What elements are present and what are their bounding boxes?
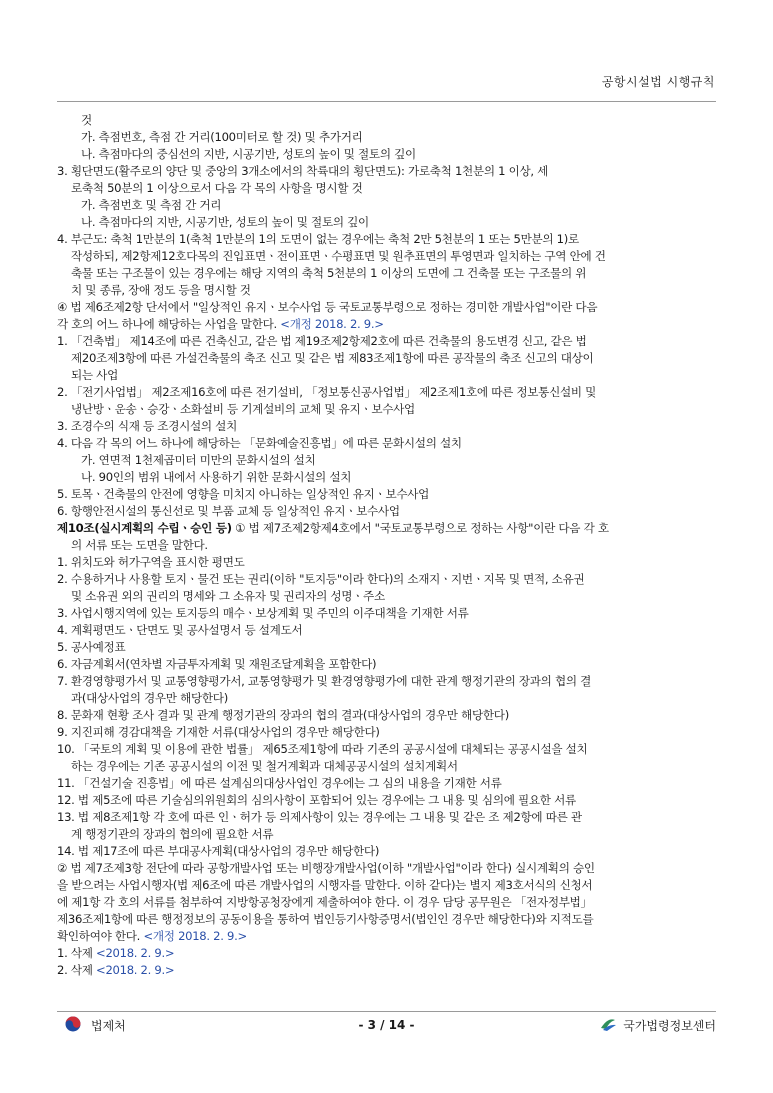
footer-right <box>599 1016 716 1035</box>
text-segment: 가. 측점번호 및 측점 간 거리 <box>81 198 222 212</box>
text-line <box>57 945 718 962</box>
text-line <box>57 350 718 367</box>
text-line <box>57 401 718 418</box>
text-segment: 각 호의 어느 하나에 해당하는 사업을 말한다. <box>57 317 281 331</box>
text-segment: 5. 공사예정표 <box>57 640 126 654</box>
text-segment: 2. 「전기사업법」 제2조제16호에 따른 전기설비, 「정보통신공사업법」 제2조제1호에 따른 정보통신설비 및 <box>57 385 597 399</box>
text-line <box>57 537 718 554</box>
text-segment: 을 받으려는 사업시행자(법 제6조에 따른 개발사업의 시행자를 말한다. 이하 같다)는 별지 제3호서식의 신청서 <box>57 878 593 892</box>
text-line <box>57 163 718 180</box>
text-line <box>57 231 718 248</box>
footer-publisher: 법제처 <box>91 1019 126 1033</box>
text-segment: 의 서류 또는 도면을 말한다. <box>71 538 208 552</box>
text-segment: 하는 경우에는 기존 공공시설의 이전 및 철거계획과 대체공공시설의 설치계획서 <box>71 759 458 773</box>
text-segment: 10. 「국토의 계획 및 이용에 관한 법률」 제65조제1항에 따라 기존의 공공시설에 대체되는 공공시설을 설치 <box>57 742 588 756</box>
text-segment: 로축척 50분의 1 이상으로서 다음 각 목의 사항을 명시할 것 <box>71 181 363 195</box>
text-segment: ④ 법 제6조제2항 단서에서 "일상적인 유지ㆍ보수사업 등 국토교통부령으로 정하는 경미한 개발사업"이란 다음 <box>57 300 598 314</box>
text-segment: ① 법 제7조제2항제4호에서 "국토교통부령으로 정하는 사항"이란 다음 각 호 <box>231 521 609 535</box>
text-segment: 1. 삭제 <box>57 946 97 960</box>
text-line <box>57 469 718 486</box>
text-segment: 나. 측점마다의 지반, 시공기반, 성토의 높이 및 절토의 깊이 <box>81 215 369 229</box>
text-line <box>57 843 718 860</box>
text-line <box>57 724 718 741</box>
text-line <box>57 197 718 214</box>
text-line <box>57 809 718 826</box>
text-segment: 확인하여야 한다. <box>57 929 144 943</box>
text-segment: ② 법 제7조제3항 전단에 따라 공항개발사업 또는 비행장개발사업(이하 "개발사업"이라 한다) 실시계획의 승인 <box>57 861 595 875</box>
text-segment: 3. 사업시행지역에 있는 토지등의 매수ㆍ보상계획 및 주민의 이주대책을 기재한 서류 <box>57 606 469 620</box>
footer-law-center: 국가법령정보센터 <box>623 1019 716 1033</box>
text-line <box>57 248 718 265</box>
text-line <box>57 146 718 163</box>
text-line <box>57 877 718 894</box>
text-segment: 11. 「건설기술 진흥법」에 따른 설계심의대상사업인 경우에는 그 심의 내용을 기재한 서류 <box>57 776 502 790</box>
text-segment: 작성하되, 제2항제12호다목의 진입표면ㆍ전이표면ㆍ수평표면 및 원추표면의 투영면과 일치하는 구역 안에 건 <box>71 249 606 263</box>
text-line <box>57 962 718 979</box>
text-segment: 계 행정기관의 장과의 협의에 필요한 서류 <box>71 827 274 841</box>
text-segment: 것 <box>81 113 92 127</box>
amendment-note: <2018. 2. 9.> <box>96 963 175 977</box>
text-segment: 나. 90인의 범위 내에서 사용하기 위한 문화시설의 설치 <box>81 470 352 484</box>
text-line <box>57 639 718 656</box>
text-line <box>57 928 718 945</box>
text-line <box>57 588 718 605</box>
text-segment: 되는 사업 <box>71 368 118 382</box>
text-segment: 13. 법 제8조제1항 각 호에 따른 인ㆍ허가 등 의제사항이 있는 경우에는 그 내용 및 같은 조 제2항에 따른 관 <box>57 810 582 824</box>
text-segment: 7. 환경영향평가서 및 교통영향평가서, 교통영향평가 및 환경영향평가에 대한 관계 행정기관의 장과의 협의 결 <box>57 674 592 688</box>
text-segment: 치 및 종류, 장애 정도 등을 명시할 것 <box>71 283 251 297</box>
text-segment: 2. 삭제 <box>57 963 97 977</box>
law-center-logo-icon <box>599 1016 617 1035</box>
text-line <box>57 299 718 316</box>
text-line <box>57 741 718 758</box>
text-line <box>57 860 718 877</box>
text-segment: 1. 「건축법」 제14조에 따른 건축신고, 같은 법 제19조제2항제2호에 따른 건축물의 용도변경 신고, 같은 법 <box>57 334 587 348</box>
text-segment: 냉난방ㆍ운송ㆍ승강ㆍ소화설비 등 기계설비의 교체 및 유지ㆍ보수사업 <box>71 402 415 416</box>
text-line <box>57 792 718 809</box>
text-line <box>57 775 718 792</box>
text-segment: 14. 법 제17조에 따른 부대공사계획(대상사업의 경우만 해당한다) <box>57 844 380 858</box>
text-line <box>57 486 718 503</box>
amendment-note: <개정 2018. 2. 9.> <box>143 929 247 943</box>
text-segment: 가. 연면적 1천제곱미터 미만의 문화시설의 설치 <box>81 453 316 467</box>
text-segment: 2. 수용하거나 사용할 토지ㆍ물건 또는 권리(이하 "토지등"이라 한다)의 소재지ㆍ지번ㆍ지목 및 면적, 소유권 <box>57 572 585 586</box>
text-segment: 에 제1항 각 호의 서류를 첨부하여 지방항공청장에게 제출하여야 한다. 이 경우 담당 공무원은 「전자정부법」 <box>57 895 592 909</box>
text-segment: 6. 자금계획서(연차별 자금투자계획 및 재원조달계획을 포함한다) <box>57 657 377 671</box>
text-segment: 4. 계획평면도ㆍ단면도 및 공사설명서 등 설계도서 <box>57 623 303 637</box>
text-line <box>57 333 718 350</box>
document-body <box>57 112 718 979</box>
footer-divider <box>57 1011 716 1012</box>
text-segment: 4. 다음 각 목의 어느 하나에 해당하는 「문화예술진흥법」에 따른 문화시설의 설치 <box>57 436 462 450</box>
text-segment: 8. 문화재 현황 조사 결과 및 관계 행정기관의 장과의 협의 결과(대상사업의 경우만 해당한다) <box>57 708 509 722</box>
text-segment: 및 소유권 외의 권리의 명세와 그 소유자 및 권리자의 성명ㆍ주소 <box>71 589 385 603</box>
text-line <box>57 180 718 197</box>
text-line <box>57 265 718 282</box>
text-line <box>57 673 718 690</box>
text-segment: 1. 위치도와 허가구역을 표시한 평면도 <box>57 555 245 569</box>
text-line <box>57 571 718 588</box>
text-line <box>57 622 718 639</box>
header-divider <box>57 101 716 102</box>
page-number: - 3 / 14 - <box>358 1018 415 1032</box>
text-segment: 축물 또는 구조물이 있는 경우에는 해당 지역의 축척 5천분의 1 이상의 도면에 그 건축물 또는 구조물의 위 <box>71 266 587 280</box>
text-segment: 3. 조경수의 식재 등 조경시설의 설치 <box>57 419 237 433</box>
text-line <box>57 911 718 928</box>
text-line <box>57 690 718 707</box>
article-heading: 제10조(실시계획의 수립ㆍ승인 등) <box>57 521 232 535</box>
text-line <box>57 503 718 520</box>
text-line <box>57 452 718 469</box>
text-segment: 6. 항행안전시설의 통신선로 및 부품 교체 등 일상적인 유지ㆍ보수사업 <box>57 504 400 518</box>
text-line <box>57 384 718 401</box>
text-line <box>57 605 718 622</box>
text-line <box>57 367 718 384</box>
text-segment: 4. 부근도: 축척 1만분의 1(축척 1만분의 1의 도면이 없는 경우에는 축척 2만 5천분의 1 또는 5만분의 1)로 <box>57 232 579 246</box>
text-line <box>57 316 718 333</box>
page-footer <box>57 1016 716 1038</box>
text-line <box>57 656 718 673</box>
text-line <box>57 894 718 911</box>
text-line <box>57 554 718 571</box>
text-segment: 제36조제1항에 따른 행정정보의 공동이용을 통하여 법인등기사항증명서(법인인 경우만 해당한다)와 지적도를 <box>57 912 594 926</box>
text-segment: 9. 지진피해 경감대책을 기재한 서류(대상사업의 경우만 해당한다) <box>57 725 380 739</box>
text-line <box>57 418 718 435</box>
text-segment: 과(대상사업의 경우만 해당한다) <box>71 691 228 705</box>
text-segment: 가. 측점번호, 측점 간 거리(100미터로 할 것) 및 추가거리 <box>81 130 363 144</box>
text-segment: 12. 법 제5조에 따른 기술심의위원회의 심의사항이 포함되어 있는 경우에는 그 내용 및 심의에 필요한 서류 <box>57 793 576 807</box>
document-header-title: 공항시설법 시행규칙 <box>601 75 715 89</box>
amendment-note: <2018. 2. 9.> <box>96 946 175 960</box>
text-segment: 5. 토목ㆍ건축물의 안전에 영향을 미치지 아니하는 일상적인 유지ㆍ보수사업 <box>57 487 430 501</box>
text-segment: 나. 측점마다의 중심선의 지반, 시공기반, 성토의 높이 및 절토의 깊이 <box>81 147 416 161</box>
text-segment: 제20조제3항에 따른 가설건축물의 축조 신고 및 같은 법 제83조제1항에 따른 공작물의 축조 신고의 대상이 <box>71 351 594 365</box>
text-line <box>57 112 718 129</box>
text-line <box>57 214 718 231</box>
text-segment: 3. 횡단면도(활주로의 양단 및 중앙의 3개소에서의 착륙대의 횡단면도): 가로축척 1천분의 1 이상, 세 <box>57 164 549 178</box>
text-line <box>57 129 718 146</box>
text-line <box>57 435 718 452</box>
text-line <box>57 826 718 843</box>
text-line <box>57 520 718 537</box>
amendment-note: <개정 2018. 2. 9.> <box>280 317 384 331</box>
text-line <box>57 707 718 724</box>
text-line <box>57 282 718 299</box>
text-line <box>57 758 718 775</box>
